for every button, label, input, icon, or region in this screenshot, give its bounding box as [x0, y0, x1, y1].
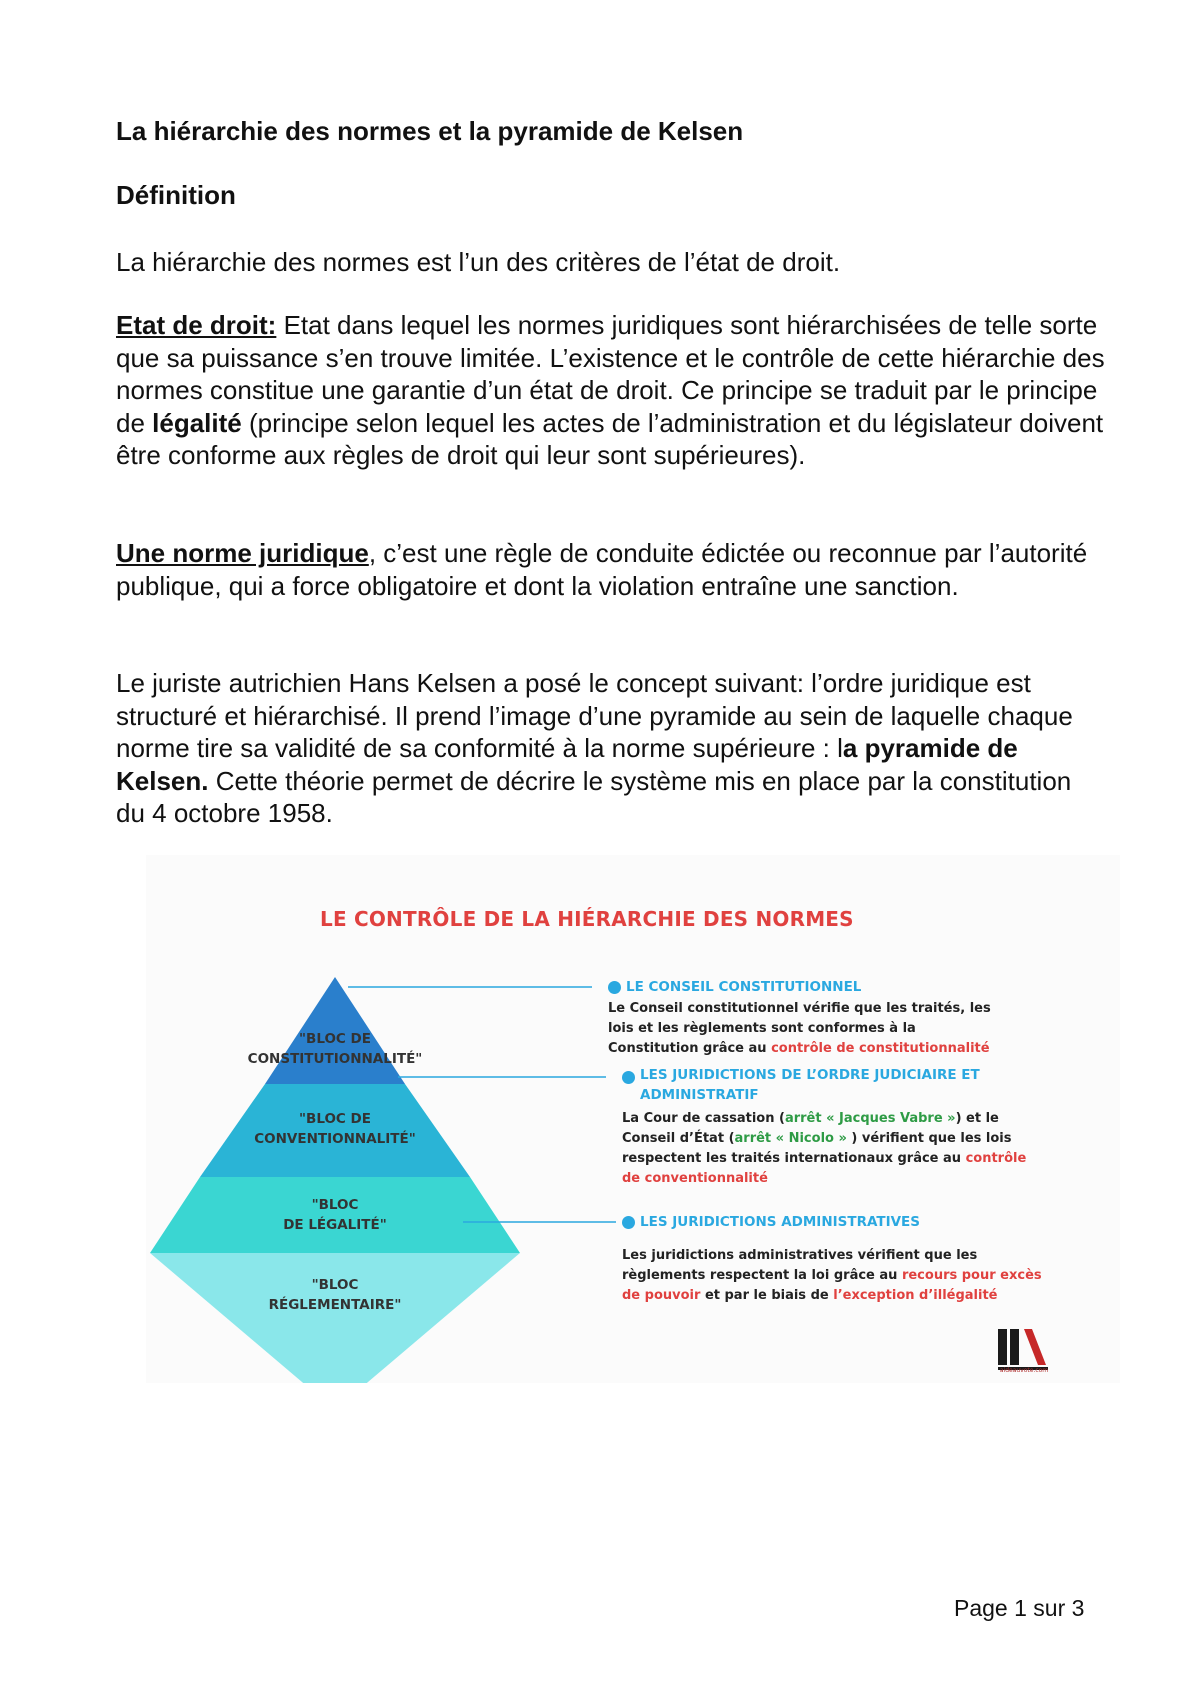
paragraph-etat-de-droit	[116, 309, 1106, 472]
bullet-dot-icon	[622, 1216, 635, 1229]
control-text-arret: arrêt « Nicolo »	[734, 1131, 852, 1146]
control-text-plain: ) et le Conseil d’État (	[622, 1111, 999, 1146]
paragraph-text: Etat dans lequel les normes juridiques sont hiérarchisées de telle sorte que sa puissance s’en trouve limitée. L’existence et le contrôle de cette hiérarchie des normes constitue une garantie d’un état de droit. Ce principe se traduit par le principe de	[116, 310, 1105, 438]
tier-label-line: "BLOC	[311, 1197, 359, 1213]
publisher-logo-text: aideauvote.com	[999, 1367, 1049, 1374]
term-norme-juridique: Une norme juridique	[116, 538, 369, 568]
tier-label-line: DE LÉGALITÉ"	[283, 1217, 387, 1233]
section-heading-definition: Définition	[116, 180, 236, 210]
control-text-highlight: contrôle de conventionnalité	[622, 1151, 1027, 1186]
control-heading-conseil-constitutionnel: LE CONSEIL CONSTITUTIONNEL	[626, 979, 862, 995]
tier-label-line: "BLOC DE	[299, 1111, 371, 1127]
control-text-highlight: contrôle de constitutionnalité	[771, 1041, 990, 1056]
paragraph-text: (principe selon lequel les actes de l’administration et du législateur doivent être conforme aux règles de droit qui leur sont supérieures).	[116, 407, 1104, 470]
paragraph-text: Le juriste autrichien Hans Kelsen a posé le concept suivant: l’ordre juridique est structuré et hiérarchisé. Il prend l’image d’une pyramide au sein de laquelle chaque norme tire sa validité de sa conformité à la norme supérieure : l	[116, 668, 1073, 763]
tier-label-constitutionnalite	[230, 1029, 440, 1069]
paragraph-text: Cette théorie permet de décrire le système mis en place par la constitution du 4 octobre 1958.	[116, 765, 1072, 828]
control-heading-juridictions-administratives: LES JURIDICTIONS ADMINISTRATIVES	[640, 1214, 920, 1230]
tier-label-line: CONVENTIONNALITÉ"	[254, 1131, 416, 1147]
control-text-highlight: recours pour excès de pouvoir	[622, 1268, 1042, 1303]
control-text-plain: ) vérifient que les lois respectent les traités internationaux grâce au	[622, 1131, 1012, 1166]
pyramid-tier-reglementaire	[150, 1253, 520, 1383]
tier-label-line: CONSTITUTIONNALITÉ"	[247, 1051, 423, 1067]
tier-label-legalite	[230, 1195, 440, 1235]
infographic-title: LE CONTRÔLE DE LA HIÉRARCHIE DES NORMES	[320, 907, 854, 931]
paragraph-text: , c’est une règle de conduite édictée ou reconnue par l’autorité publique, qui a force obligatoire et dont la violation entraîne une sanction.	[116, 538, 1088, 601]
tier-label-conventionnalite	[230, 1109, 440, 1149]
tier-label-line: "BLOC DE	[299, 1031, 371, 1047]
paragraph-intro: La hiérarchie des normes est l’un des critères de l’état de droit.	[116, 247, 841, 277]
control-text-conseil-constitutionnel	[608, 999, 1008, 1059]
bold-legalite: légalité	[152, 407, 242, 438]
tier-label-reglementaire	[230, 1275, 440, 1315]
bullet-dot-icon	[608, 981, 621, 994]
control-text-juridictions-administratives	[622, 1246, 1042, 1306]
bullet-dot-icon	[622, 1071, 635, 1084]
control-heading-juridictions-judiciaire-administratif: LES JURIDICTIONS DE L’ORDRE JUDICIAIRE ET ADMINISTRATIF	[640, 1067, 980, 1103]
control-text-arret: arrêt « Jacques Vabre »	[784, 1111, 956, 1126]
control-text-plain: Le Conseil constitutionnel vérifie que les traités, les lois et les règlements sont conformes à la Constitution grâce au	[608, 1001, 991, 1056]
control-text-plain: La Cour de cassation (	[622, 1111, 785, 1126]
tier-label-line: "BLOC	[311, 1277, 359, 1293]
control-text-plain: et par le biais de	[700, 1288, 834, 1303]
paragraph-kelsen	[116, 667, 1106, 830]
bold-pyramide-de-kelsen: a pyramide de Kelsen.	[116, 733, 1018, 796]
term-etat-de-droit: Etat de droit:	[116, 310, 277, 340]
control-text-juridictions-judiciaire-administratif	[622, 1109, 1037, 1189]
control-text-highlight: l’exception d’illégalité	[833, 1288, 998, 1303]
page-number: Page 1 sur 3	[954, 1595, 1085, 1621]
document-title: La hiérarchie des normes et la pyramide de Kelsen	[116, 116, 744, 146]
tier-label-line: RÉGLEMENTAIRE"	[268, 1297, 402, 1313]
hierarchy-infographic	[146, 855, 1120, 1383]
paragraph-norme-juridique	[116, 537, 1106, 602]
control-text-plain: Les juridictions administratives vérifient que les règlements respectent la loi grâce au	[622, 1248, 978, 1283]
